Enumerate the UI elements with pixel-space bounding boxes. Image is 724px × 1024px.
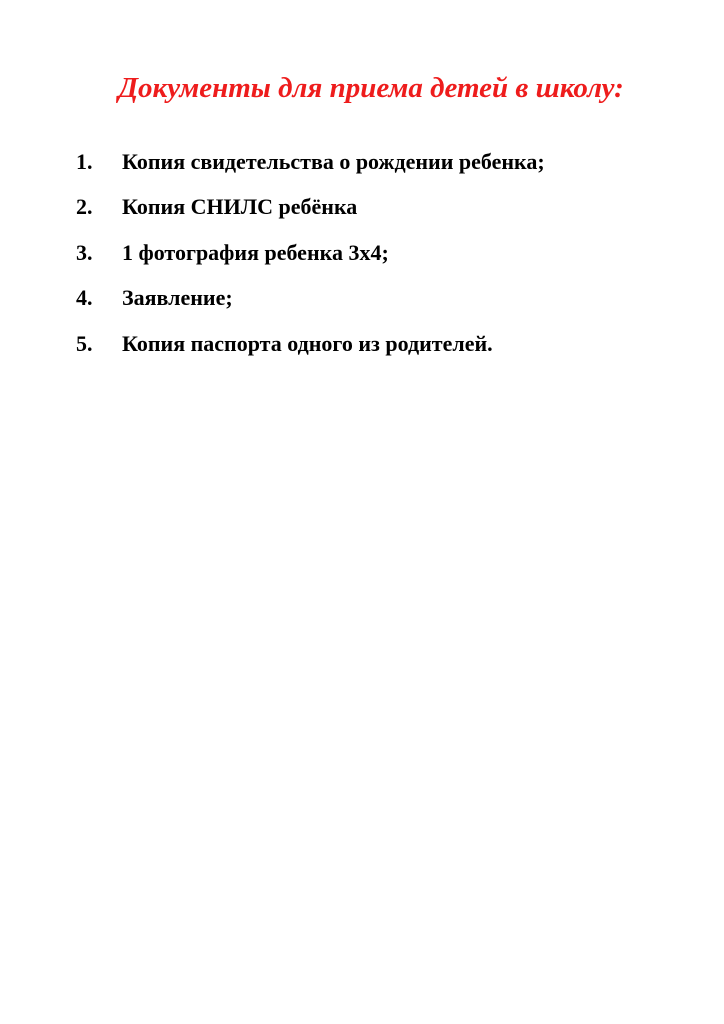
list-item	[76, 139, 545, 185]
document-title: Документы для приема детей в школу:	[118, 72, 624, 104]
list-item-number: 1.	[76, 148, 93, 174]
list-item-text: Копия СНИЛС ребёнка	[122, 194, 358, 220]
list-item	[76, 230, 545, 276]
list-item-number: 4.	[76, 285, 93, 311]
list-item-text: 1 фотография ребенка 3х4;	[122, 239, 389, 265]
list-item-number: 3.	[76, 239, 93, 265]
list-item-text: Копия паспорта одного из родителей.	[122, 330, 493, 356]
list-item-number: 5.	[76, 330, 93, 356]
list-item-text: Заявление;	[122, 285, 233, 311]
list-item-number: 2.	[76, 194, 93, 220]
list-item-text: Копия свидетельства о рождении ребенка;	[122, 148, 545, 174]
documents-list	[76, 139, 545, 367]
list-item	[76, 321, 545, 367]
list-item	[76, 276, 545, 322]
list-item	[76, 185, 545, 231]
